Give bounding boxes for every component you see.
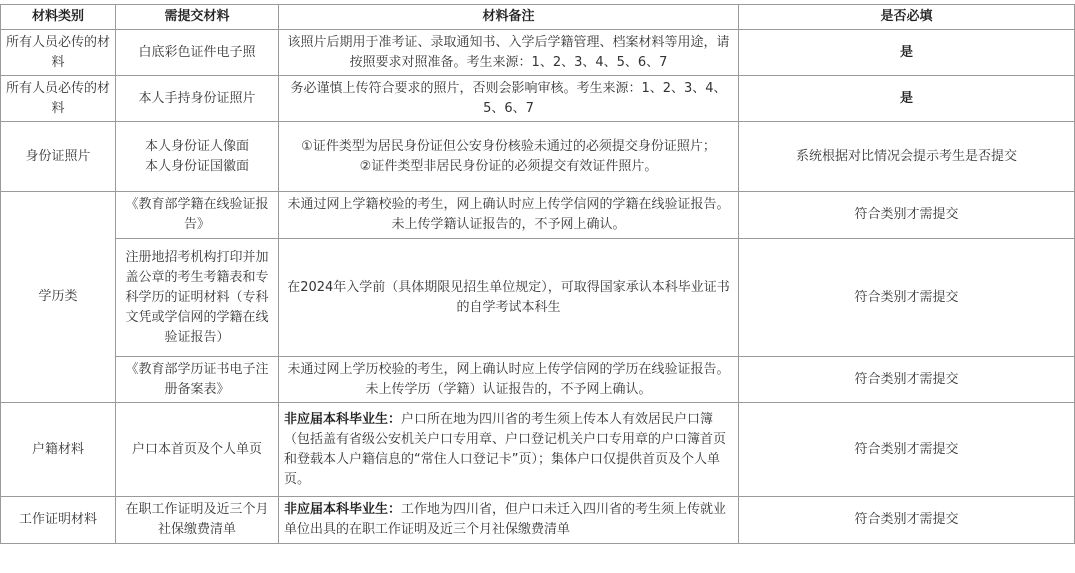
note-cell: 务必谨慎上传符合要求的照片，否则会影响审核。考生来源：1、2、3、4、5、6、7 <box>279 76 739 122</box>
material-cell: 《教育部学籍在线验证报告》 <box>116 192 279 239</box>
materials-table <box>0 4 1075 544</box>
category-cell: 学历类 <box>1 192 116 403</box>
header-category: 材料类别 <box>1 5 116 30</box>
material-line: 本人身份证国徽面 <box>144 158 249 174</box>
table-row <box>1 357 1075 403</box>
note-cell <box>279 122 739 192</box>
required-cell: 是 <box>739 30 1075 76</box>
note-cell: 该照片后期用于准考证、录取通知书、入学后学籍管理、档案材料等用途，请按照要求对照准备。考生来源：1、2、3、4、5、6、7 <box>279 30 739 76</box>
note-text: 户口所在地为四川省的考生须上传本人有效居民户口簿（包括盖有省级公安机关户口专用章、户口登记机关户口专用章的户口簿首页和登载本人户籍信息的“常住人口登记卡”页）；集体户口仅提供首页及个人单页。 <box>284 411 727 487</box>
note-cell: 未通过网上学历校验的考生，网上确认时应上传学信网的学历在线验证报告。未上传学历（学籍）认证报告的，不予网上确认。 <box>279 357 739 403</box>
note-label: 非应届本科毕业生： <box>284 502 402 517</box>
table-row <box>1 76 1075 122</box>
note-cell <box>279 497 739 544</box>
table-row <box>1 30 1075 76</box>
table-row <box>1 497 1075 544</box>
material-cell: 本人手持身份证照片 <box>116 76 279 122</box>
required-cell: 是 <box>739 76 1075 122</box>
required-cell: 符合类别才需提交 <box>739 403 1075 497</box>
note-cell: 在2024年入学前（具体期限见招生单位规定），可取得国家承认本科毕业证书的自学考试本科生 <box>279 239 739 357</box>
category-cell: 工作证明材料 <box>1 497 116 544</box>
header-note: 材料备注 <box>279 5 739 30</box>
note-label: 非应届本科毕业生： <box>284 411 402 427</box>
required-cell: 符合类别才需提交 <box>739 239 1075 357</box>
required-cell: 符合类别才需提交 <box>739 497 1075 544</box>
note-text: 工作地为四川省，但户口未迁入四川省的考生须上传就业单位出具的在职工作证明及近三个月社保缴费清单 <box>284 502 727 537</box>
category-cell: 所有人员必传的材料 <box>1 76 116 122</box>
material-cell: 户口本首页及个人单页 <box>116 403 279 497</box>
header-required: 是否必填 <box>739 5 1075 30</box>
header-material: 需提交材料 <box>116 5 279 30</box>
note-cell: 未通过网上学籍校验的考生，网上确认时应上传学信网的学籍在线验证报告。未上传学籍认证报告的，不予网上确认。 <box>279 192 739 239</box>
note-line: ②证件类型非居民身份证的必须提交有效证件照片。 <box>359 158 658 174</box>
material-cell <box>116 122 279 192</box>
category-cell: 户籍材料 <box>1 403 116 497</box>
material-cell: 白底彩色证件电子照 <box>116 30 279 76</box>
category-cell: 身份证照片 <box>1 122 116 192</box>
material-line: 本人身份证人像面 <box>144 138 249 154</box>
table-row <box>1 122 1075 192</box>
category-cell: 所有人员必传的材料 <box>1 30 116 76</box>
table-row <box>1 403 1075 497</box>
table-header-row <box>1 5 1075 30</box>
table-row <box>1 192 1075 239</box>
material-cell: 《教育部学历证书电子注册备案表》 <box>116 357 279 403</box>
material-cell: 在职工作证明及近三个月社保缴费清单 <box>116 497 279 544</box>
table-row <box>1 239 1075 357</box>
required-cell: 符合类别才需提交 <box>739 192 1075 239</box>
material-cell: 注册地招考机构打印并加盖公章的考生考籍表和专科学历的证明材料（专科文凭或学信网的学籍在线验证报告） <box>116 239 279 357</box>
note-line: ①证件类型为居民身份证但公安身份核验未通过的必须提交身份证照片； <box>301 138 716 154</box>
required-cell: 系统根据对比情况会提示考生是否提交 <box>739 122 1075 192</box>
required-cell: 符合类别才需提交 <box>739 357 1075 403</box>
note-cell <box>279 403 739 497</box>
